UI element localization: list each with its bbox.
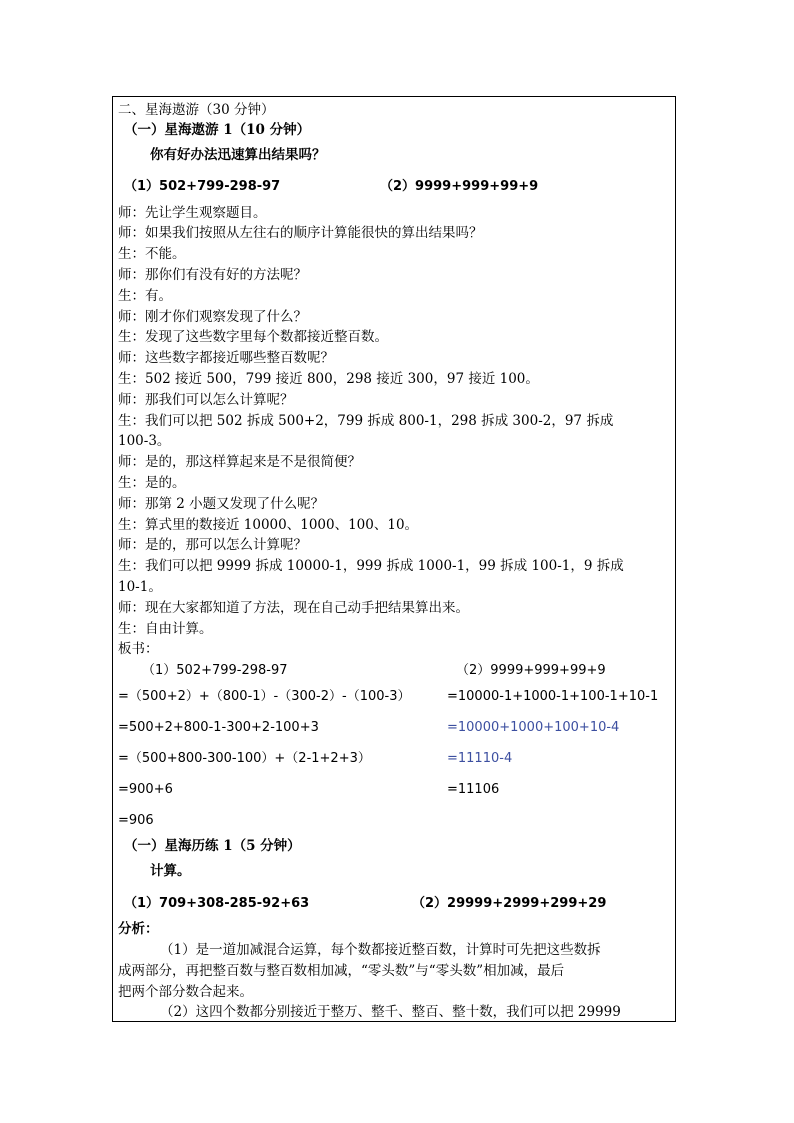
dialogue-line: 生：自由计算。: [118, 621, 213, 637]
board-right-step: =10000-1+1000-1+100-1+10-1: [447, 689, 659, 704]
board-left-title: （1）502+799-298-97: [142, 663, 288, 678]
dialogue-line: 100-3。: [118, 433, 171, 449]
analysis-line: （1）是一道加减混合运算，每个数都接近整百数，计算时可先把这些数拆: [160, 942, 601, 958]
dialogue-line: 生：算式里的数接近 10000、1000、100、10。: [118, 517, 419, 533]
dialogue-line: 师：先让学生观察题目。: [118, 205, 267, 221]
board-left-step: =900+6: [118, 782, 173, 797]
dialogue-line: 生：我们可以把 9999 拆成 10000-1，999 拆成 1000-1，99 拆成 100-1，9 拆成: [118, 558, 624, 574]
practice-problem-1: （1）709+308-285-92+63: [124, 896, 310, 911]
dialogue-line: 师：是的，那可以怎么计算呢？: [118, 537, 307, 553]
subsection-title: （一）星海遨游 1（10 分钟）: [124, 122, 311, 138]
dialogue-line: 生：有。: [118, 288, 172, 304]
practice-instruction: 计算。: [150, 863, 191, 879]
board-left-step: =906: [118, 813, 154, 828]
analysis-line: 把两个部分数合起来。: [118, 984, 253, 1000]
board-right-step: =11106: [447, 782, 500, 797]
board-left-step: =（500+2）+（800-1）-（300-2）-（100-3）: [118, 689, 411, 704]
dialogue-line: 生：发现了这些数字里每个数都接近整百数。: [118, 329, 388, 345]
board-left-step: =（500+800-300-100）+（2-1+2+3）: [118, 751, 371, 766]
board-left-step: =500+2+800-1-300+2-100+3: [118, 720, 319, 735]
analysis-line: （2）这四个数都分别接近于整万、整千、整百、整十数，我们可以把 29999: [160, 1004, 621, 1020]
dialogue-line: 师：现在大家都知道了方法，现在自己动手把结果算出来。: [118, 600, 469, 616]
dialogue-line: 师：那你们有没有好的方法呢？: [118, 267, 307, 283]
problem-2: （2）9999+999+99+9: [380, 179, 539, 194]
board-right-title: （2）9999+999+99+9: [456, 663, 606, 678]
dialogue-line: 师：这些数字都接近哪些整百数呢？: [118, 350, 334, 366]
analysis-label: 分析：: [118, 921, 159, 937]
dialogue-line: 生：我们可以把 502 拆成 500+2，799 拆成 800-1，298 拆成 300-2，97 拆成: [118, 413, 614, 429]
question-prompt: 你有好办法迅速算出结果吗？: [150, 147, 326, 163]
practice-title: （一）星海历练 1（5 分钟）: [124, 838, 301, 854]
practice-problem-2: （2）29999+2999+299+29: [412, 896, 607, 911]
dialogue-line: 师：那我们可以怎么计算呢？: [118, 392, 294, 408]
board-right-step: =10000+1000+100+10-4: [447, 720, 620, 735]
dialogue-line: 10-1。: [118, 579, 162, 595]
dialogue-line: 生：不能。: [118, 246, 186, 262]
dialogue-line: 师：如果我们按照从左往右的顺序计算能很快的算出结果吗？: [118, 225, 483, 241]
board-label: 板书：: [118, 641, 159, 657]
dialogue-line: 师：是的，那这样算起来是不是很简便？: [118, 454, 361, 470]
board-right-step: =11110-4: [447, 751, 513, 766]
dialogue-line: 生：是的。: [118, 475, 186, 491]
dialogue-line: 生：502 接近 500，799 接近 800，298 接近 300，97 接近 100。: [118, 371, 539, 387]
problem-1: （1）502+799-298-97: [124, 179, 281, 194]
analysis-line: 成两部分，再把整百数与整百数相加减，“零头数”与“零头数”相加减，最后: [118, 963, 565, 979]
dialogue-line: 师：那第 2 小题又发现了什么呢？: [118, 496, 325, 512]
section-title: 二、星海遨游（30 分钟）: [118, 102, 275, 118]
dialogue-line: 师：刚才你们观察发现了什么？: [118, 309, 307, 325]
